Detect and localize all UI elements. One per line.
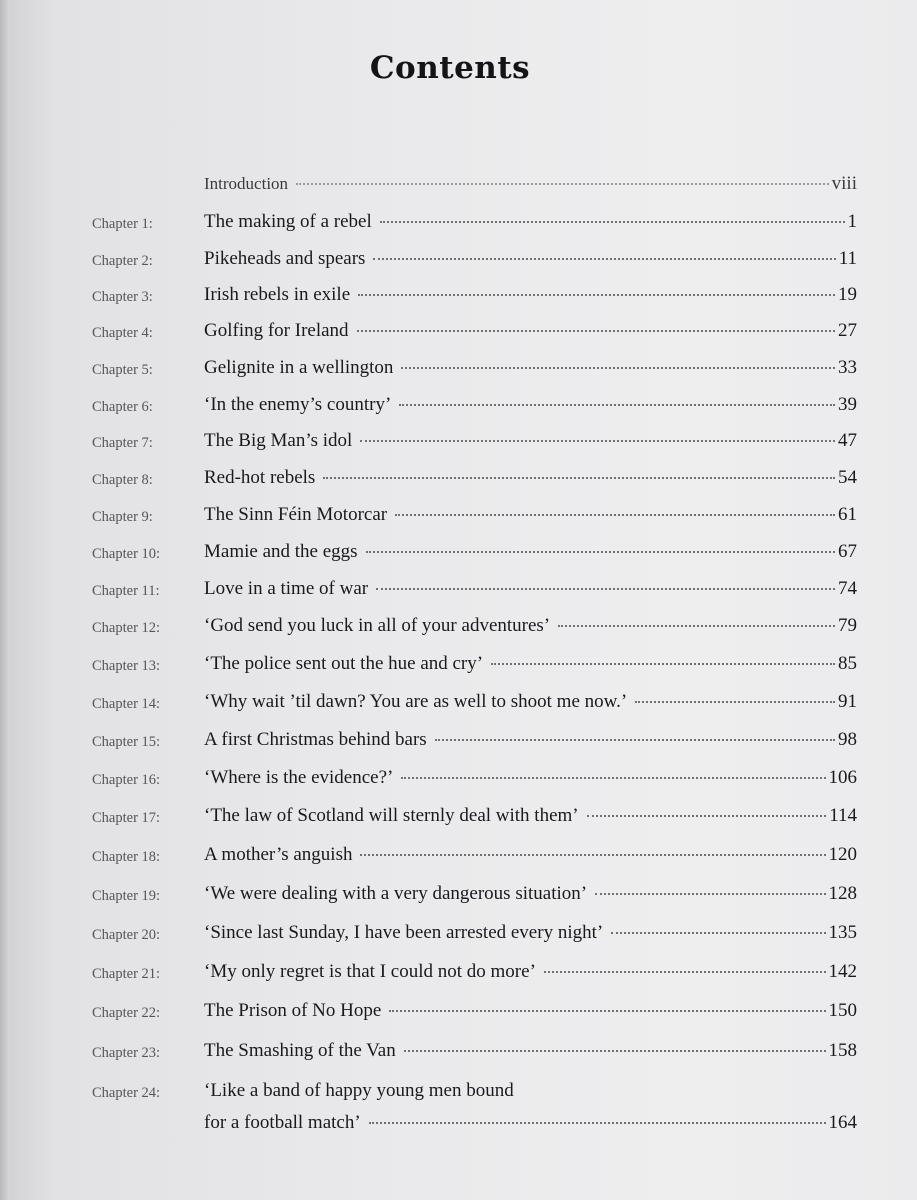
toc-entry-chapter-24	[92, 1080, 857, 1142]
toc-page-number: 27	[838, 320, 857, 341]
toc-entry	[92, 504, 857, 534]
toc-entry-line	[204, 767, 857, 789]
toc-entry-line	[204, 173, 857, 195]
toc-entry-line	[204, 653, 857, 675]
toc-page-number: 33	[838, 357, 857, 378]
dot-leader	[544, 971, 826, 973]
chapter-label: Chapter 20:	[92, 927, 161, 943]
toc-entry	[92, 615, 857, 645]
toc-entry	[92, 653, 857, 683]
toc-entry-title: ‘My only regret is that I could not do more’	[204, 961, 536, 982]
toc-entry-title: A first Christmas behind bars	[204, 729, 427, 750]
toc-entry-line	[204, 615, 857, 637]
chapter-label: Chapter 4:	[92, 325, 153, 341]
chapter-label: Chapter 14:	[92, 696, 161, 712]
toc-entry-title: The Smashing of the Van	[204, 1040, 396, 1061]
toc-entry	[92, 467, 857, 497]
toc-page-number: 164	[828, 1112, 857, 1133]
toc-page-number: 67	[838, 541, 857, 562]
page-title: Contents	[369, 50, 531, 86]
toc-entry	[92, 961, 857, 991]
dot-leader	[395, 514, 835, 516]
toc-page-number: 158	[828, 1040, 857, 1061]
toc-page-number: 54	[838, 467, 857, 488]
toc-entry-title: ‘In the enemy’s country’	[204, 394, 392, 415]
toc-entry	[92, 357, 857, 387]
toc-entry	[92, 883, 857, 913]
toc-entry	[92, 394, 857, 424]
toc-page-number: 79	[838, 615, 857, 636]
toc-entry-line	[204, 320, 857, 342]
toc-entry-title: ‘The police sent out the hue and cry’	[204, 653, 484, 674]
toc-entry-title: Love in a time of war	[204, 578, 369, 599]
toc-entry-title: The Big Man’s idol	[204, 430, 353, 451]
toc-entry-line	[204, 1000, 857, 1022]
toc-page-number: viii	[831, 173, 857, 194]
toc-page-number: 1	[847, 211, 857, 232]
toc-page-number: 74	[838, 578, 857, 599]
toc-entry-line	[204, 541, 857, 563]
dot-leader	[357, 330, 835, 332]
toc-entry-line	[204, 883, 857, 905]
toc-page-number: 11	[838, 248, 857, 269]
chapter-label: Chapter 3:	[92, 289, 153, 305]
toc-entry-line	[204, 357, 857, 379]
toc-entry	[92, 729, 857, 759]
chapter-label: Chapter 10:	[92, 546, 161, 562]
toc-page-number: 106	[828, 767, 857, 788]
chapter-label: Chapter 9:	[92, 509, 153, 525]
chapter-label: Chapter 11:	[92, 583, 160, 599]
dot-leader	[635, 701, 835, 703]
toc-entry-title: Introduction	[204, 174, 289, 193]
chapter-label: Chapter 15:	[92, 734, 161, 750]
chapter-label: Chapter 1:	[92, 216, 153, 232]
chapter-label: Chapter 18:	[92, 849, 161, 865]
chapter-label: Chapter 22:	[92, 1005, 161, 1021]
chapter-label: Chapter 12:	[92, 620, 161, 636]
dot-leader	[389, 1010, 825, 1012]
toc-entry-title: ‘We were dealing with a very dangerous situation’	[204, 883, 588, 904]
toc-entry	[92, 805, 857, 835]
dot-leader	[360, 440, 835, 442]
dot-leader	[380, 221, 845, 223]
toc-entry	[92, 844, 857, 874]
toc-entry-title: Irish rebels in exile	[204, 284, 351, 305]
toc-entry-line	[204, 691, 857, 713]
toc-entry-title: Pikeheads and spears	[204, 248, 366, 269]
toc-entry	[92, 320, 857, 350]
toc-page-number: 128	[828, 883, 857, 904]
toc-entry-line	[204, 844, 857, 866]
toc-entry-line	[204, 248, 857, 270]
chapter-label: Chapter 6:	[92, 399, 153, 415]
chapter-label: Chapter 21:	[92, 966, 161, 982]
toc-page-number: 61	[838, 504, 857, 525]
toc-entry-title: ‘Why wait ’til dawn? You are as well to shoot me now.’	[204, 691, 628, 712]
toc-page-number: 98	[838, 729, 857, 750]
chapter-label: Chapter 8:	[92, 472, 153, 488]
toc-entry-title: A mother’s anguish	[204, 844, 353, 865]
toc-entry-title: The Sinn Féin Motorcar	[204, 504, 388, 525]
toc-entry-line	[204, 1112, 857, 1134]
dot-leader	[401, 367, 835, 369]
toc-entry-line	[204, 578, 857, 600]
toc-entry-line	[204, 805, 857, 827]
chapter-label: Chapter 24:	[92, 1085, 161, 1101]
toc-entry-title-line-1: ‘Like a band of happy young men bound	[204, 1080, 514, 1101]
toc-entry	[92, 541, 857, 571]
chapter-label: Chapter 5:	[92, 362, 153, 378]
dot-leader	[366, 551, 835, 553]
toc-entry-title: The making of a rebel	[204, 211, 372, 232]
dot-leader	[399, 404, 835, 406]
toc-page-number: 150	[828, 1000, 857, 1021]
toc-entry-line	[204, 394, 857, 416]
toc-page-number: 114	[829, 805, 857, 826]
toc-entry-introduction	[92, 173, 857, 203]
toc-page-number: 47	[838, 430, 857, 451]
dot-leader	[323, 477, 835, 479]
dot-leader	[401, 777, 825, 779]
toc-page-number: 39	[838, 394, 857, 415]
chapter-label: Chapter 23:	[92, 1045, 161, 1061]
dot-leader	[373, 258, 835, 260]
toc-entry-line	[204, 430, 857, 452]
toc-page-number: 91	[838, 691, 857, 712]
toc-entry-title: ‘Where is the evidence?’	[204, 767, 394, 788]
toc-page-number: 85	[838, 653, 857, 674]
toc-entry-title: ‘The law of Scotland will sternly deal with them’	[204, 805, 579, 826]
toc-entry	[92, 922, 857, 952]
dot-leader	[358, 294, 835, 296]
toc-entry-line	[204, 1040, 857, 1062]
toc-page-number: 120	[828, 844, 857, 865]
toc-entry	[92, 767, 857, 797]
toc-entry-line	[204, 211, 857, 233]
toc-entry	[92, 211, 857, 241]
toc-entry	[92, 1000, 857, 1030]
toc-entry	[92, 578, 857, 608]
toc-entry	[92, 248, 857, 278]
chapter-label: Chapter 17:	[92, 810, 161, 826]
dot-leader	[376, 588, 835, 590]
toc-entry	[92, 1040, 857, 1070]
toc-entry-title: Red-hot rebels	[204, 467, 316, 488]
chapter-label: Chapter 16:	[92, 772, 161, 788]
dot-leader	[296, 183, 829, 185]
toc-entry-title: The Prison of No Hope	[204, 1000, 382, 1021]
toc-page-number: 135	[828, 922, 857, 943]
chapter-label: Chapter 7:	[92, 435, 153, 451]
dot-leader	[360, 854, 825, 856]
toc-entry-line	[204, 467, 857, 489]
toc-entry	[92, 284, 857, 314]
toc-entry-line	[204, 922, 857, 944]
dot-leader	[491, 663, 835, 665]
toc-entry-title: ‘Since last Sunday, I have been arrested every night’	[204, 922, 604, 943]
toc-entry-line	[204, 729, 857, 751]
toc-entry	[92, 430, 857, 460]
chapter-label: Chapter 13:	[92, 658, 161, 674]
toc-page-number: 19	[838, 284, 857, 305]
dot-leader	[611, 932, 825, 934]
dot-leader	[587, 815, 827, 817]
chapter-label: Chapter 19:	[92, 888, 161, 904]
toc-entry	[92, 691, 857, 721]
dot-leader	[404, 1050, 826, 1052]
toc-entry-title-line-2: for a football match’	[204, 1112, 361, 1133]
dot-leader	[595, 893, 825, 895]
dot-leader	[558, 625, 835, 627]
dot-leader	[369, 1122, 826, 1124]
toc-entry-line	[204, 961, 857, 983]
toc-entry-title: Gelignite in a wellington	[204, 357, 394, 378]
toc-page-number: 142	[828, 961, 857, 982]
toc-entry-title: ‘God send you luck in all of your adventures’	[204, 615, 551, 636]
toc-entry-line	[204, 284, 857, 306]
dot-leader	[435, 739, 835, 741]
toc-entry-line	[204, 504, 857, 526]
toc-entry-title: Golfing for Ireland	[204, 320, 349, 341]
toc-entry-title: Mamie and the eggs	[204, 541, 358, 562]
chapter-label: Chapter 2:	[92, 253, 153, 269]
